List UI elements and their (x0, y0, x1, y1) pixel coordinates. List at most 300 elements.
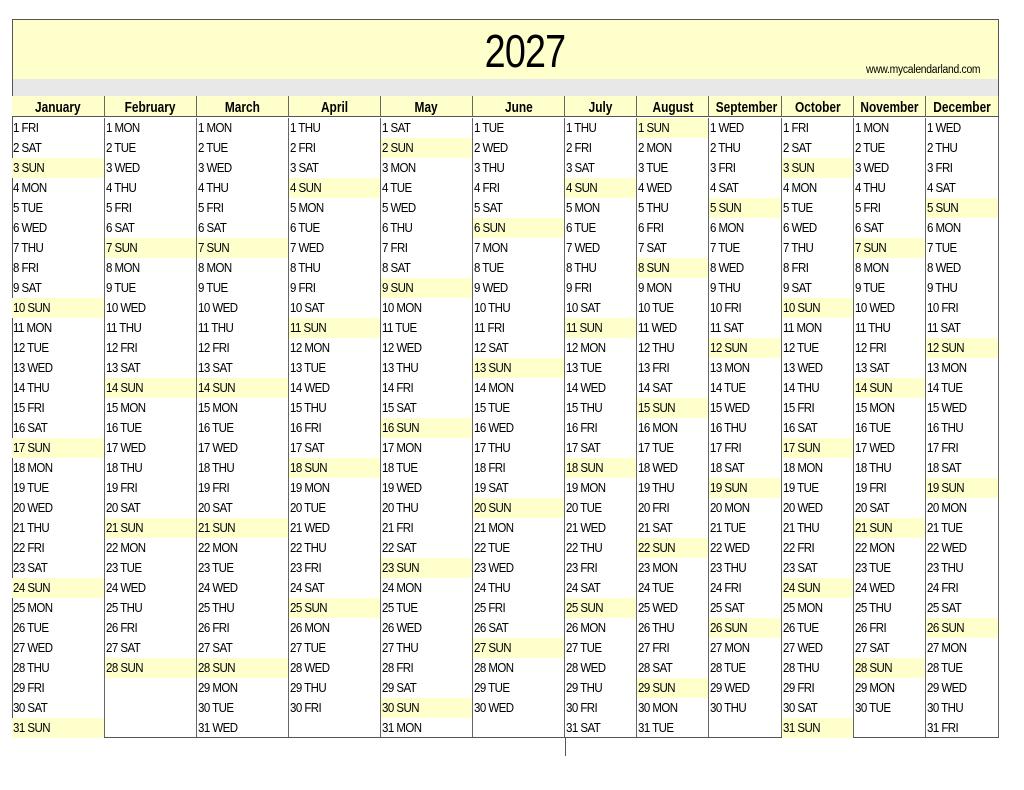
day-label: 10 TUE (638, 301, 674, 315)
day-label: 12 TUE (783, 341, 819, 355)
day-label: 7 MON (474, 241, 508, 255)
day-label: 31 TUE (638, 721, 674, 735)
day-cell (12, 578, 104, 598)
month-header-february (105, 96, 197, 117)
day-cell (105, 638, 196, 658)
day-label: 25 THU (855, 601, 892, 615)
day-label: 4 THU (106, 181, 137, 195)
day-cell (473, 398, 564, 418)
day-cell (782, 718, 853, 738)
day-label: 17 WED (198, 441, 238, 455)
day-cell (926, 698, 998, 718)
day-label: 26 SUN (710, 621, 747, 635)
day-cell (197, 258, 288, 278)
day-cell (381, 358, 472, 378)
day-label: 25 MON (13, 601, 53, 615)
day-cell (197, 538, 288, 558)
day-cell (381, 678, 472, 698)
day-cell (854, 398, 925, 418)
day-cell (637, 478, 708, 498)
day-label: 20 THU (382, 501, 419, 515)
day-label: 14 SUN (106, 381, 143, 395)
day-label: 5 SUN (710, 201, 742, 215)
day-cell (105, 258, 196, 278)
day-cell (926, 158, 998, 178)
day-cell (926, 438, 998, 458)
day-label: 6 SAT (855, 221, 884, 235)
day-cell (473, 358, 564, 378)
day-label: 4 SAT (927, 181, 956, 195)
day-label: 25 SUN (566, 601, 603, 615)
day-label: 13 SUN (474, 361, 511, 375)
day-cell (12, 358, 104, 378)
day-cell (782, 478, 853, 498)
day-cell (289, 558, 380, 578)
day-label: 10 THU (474, 301, 511, 315)
day-cell (854, 338, 925, 358)
month-name: August (652, 100, 693, 116)
day-cell (381, 278, 472, 298)
day-cell (289, 478, 380, 498)
day-cell (565, 418, 636, 438)
day-cell (854, 118, 925, 138)
day-cell (926, 678, 998, 698)
day-cell (637, 398, 708, 418)
day-label: 11 MON (13, 321, 52, 335)
month-column-july (565, 118, 637, 737)
day-cell (473, 498, 564, 518)
day-label: 27 TUE (566, 641, 602, 655)
day-cell (926, 718, 998, 738)
day-label: 8 WED (710, 261, 744, 275)
day-cell (105, 238, 196, 258)
day-label: 10 WED (106, 301, 146, 315)
day-label: 28 SAT (638, 661, 673, 675)
day-label: 20 SAT (855, 501, 890, 515)
day-cell (565, 538, 636, 558)
month-header-january (12, 96, 105, 117)
day-cell (637, 218, 708, 238)
day-label: 23 WED (474, 561, 514, 575)
day-label: 31 WED (198, 721, 238, 735)
day-cell (473, 538, 564, 558)
day-cell (709, 618, 781, 638)
day-cell (926, 358, 998, 378)
day-cell (782, 238, 853, 258)
day-cell (782, 198, 853, 218)
day-label: 14 WED (566, 381, 606, 395)
day-cell (782, 618, 853, 638)
day-cell (473, 198, 564, 218)
day-label: 4 THU (198, 181, 229, 195)
day-label: 4 THU (855, 181, 886, 195)
day-cell (105, 198, 196, 218)
day-cell (12, 278, 104, 298)
day-label: 26 TUE (783, 621, 819, 635)
day-label: 22 MON (106, 541, 146, 555)
day-cell (473, 598, 564, 618)
day-label: 4 MON (783, 181, 817, 195)
day-label: 12 WED (382, 341, 422, 355)
day-cell (473, 218, 564, 238)
day-label: 20 WED (783, 501, 823, 515)
day-cell (197, 278, 288, 298)
day-cell (637, 358, 708, 378)
day-cell (197, 338, 288, 358)
day-cell (381, 158, 472, 178)
day-cell (782, 698, 853, 718)
day-cell (709, 438, 781, 458)
day-cell (565, 278, 636, 298)
day-cell (289, 438, 380, 458)
day-cell (565, 698, 636, 718)
day-label: 12 FRI (198, 341, 230, 355)
day-label: 18 FRI (474, 461, 506, 475)
day-label: 27 SAT (106, 641, 141, 655)
day-cell (12, 338, 104, 358)
day-label: 8 FRI (783, 261, 809, 275)
day-cell (473, 338, 564, 358)
day-cell (709, 338, 781, 358)
day-label: 24 FRI (927, 581, 959, 595)
day-label: 14 TUE (710, 381, 746, 395)
day-label: 4 SAT (710, 181, 739, 195)
day-cell (289, 298, 380, 318)
day-label: 2 WED (474, 141, 508, 155)
day-label: 5 TUE (783, 201, 813, 215)
day-cell (381, 518, 472, 538)
day-label: 18 THU (106, 461, 143, 475)
day-cell (473, 258, 564, 278)
day-label: 23 FRI (566, 561, 598, 575)
day-label: 28 THU (13, 661, 50, 675)
day-cell (289, 278, 380, 298)
day-cell (709, 518, 781, 538)
day-cell (854, 418, 925, 438)
day-cell (854, 318, 925, 338)
day-label: 2 THU (710, 141, 741, 155)
day-label: 15 WED (927, 401, 967, 415)
day-label: 19 MON (290, 481, 330, 495)
day-cell (381, 478, 472, 498)
day-label: 5 MON (566, 201, 600, 215)
day-label: 27 SAT (855, 641, 890, 655)
day-label: 28 THU (783, 661, 820, 675)
day-cell (782, 158, 853, 178)
month-header-may (381, 96, 473, 117)
day-cell (105, 658, 196, 678)
day-cell (926, 338, 998, 358)
day-label: 9 TUE (855, 281, 885, 295)
day-cell (381, 218, 472, 238)
day-cell (197, 378, 288, 398)
day-cell (12, 518, 104, 538)
day-label: 21 SUN (855, 521, 892, 535)
day-label: 31 MON (382, 721, 422, 735)
day-cell (565, 518, 636, 538)
day-cell (782, 578, 853, 598)
day-label: 7 SAT (638, 241, 667, 255)
day-label: 18 WED (638, 461, 678, 475)
day-label: 23 SUN (382, 561, 419, 575)
month-name: January (35, 100, 81, 116)
day-cell (709, 558, 781, 578)
day-label: 6 MON (710, 221, 744, 235)
day-label: 29 THU (290, 681, 327, 695)
day-cell (197, 618, 288, 638)
day-label: 7 TUE (710, 241, 740, 255)
day-cell (289, 578, 380, 598)
day-label: 13 SAT (198, 361, 233, 375)
day-cell (854, 218, 925, 238)
divider-line (565, 737, 566, 756)
day-label: 10 FRI (710, 301, 742, 315)
day-cell (565, 338, 636, 358)
day-label: 18 MON (783, 461, 823, 475)
day-label: 27 MON (927, 641, 967, 655)
day-label: 13 FRI (638, 361, 670, 375)
day-cell (709, 598, 781, 618)
day-label: 7 WED (566, 241, 600, 255)
day-cell (854, 458, 925, 478)
day-cell (637, 638, 708, 658)
day-cell (709, 158, 781, 178)
day-cell (197, 558, 288, 578)
day-label: 31 FRI (927, 721, 959, 735)
day-label: 2 SAT (783, 141, 812, 155)
day-label: 23 FRI (290, 561, 322, 575)
day-cell (105, 418, 196, 438)
day-cell (709, 178, 781, 198)
day-cell (782, 318, 853, 338)
day-label: 18 THU (855, 461, 892, 475)
day-cell (381, 338, 472, 358)
day-label: 17 MON (382, 441, 422, 455)
day-cell (197, 478, 288, 498)
day-label: 2 THU (927, 141, 958, 155)
day-label: 3 WED (106, 161, 140, 175)
day-cell (381, 598, 472, 618)
day-cell (197, 598, 288, 618)
day-label: 17 WED (106, 441, 146, 455)
day-cell (709, 458, 781, 478)
day-cell (105, 438, 196, 458)
day-cell (12, 698, 104, 718)
day-cell (289, 198, 380, 218)
day-label: 6 TUE (566, 221, 596, 235)
day-label: 21 THU (783, 521, 820, 535)
day-label: 8 WED (927, 261, 961, 275)
day-label: 22 WED (710, 541, 750, 555)
day-label: 24 WED (106, 581, 146, 595)
day-cell (105, 498, 196, 518)
day-label: 6 MON (927, 221, 961, 235)
day-label: 2 TUE (106, 141, 136, 155)
day-label: 30 SAT (13, 701, 48, 715)
day-cell (105, 538, 196, 558)
day-cell (854, 598, 925, 618)
day-label: 20 SAT (198, 501, 233, 515)
day-cell (473, 298, 564, 318)
day-cell (197, 498, 288, 518)
day-cell (289, 398, 380, 418)
day-label: 1 TUE (474, 121, 504, 135)
day-label: 3 WED (198, 161, 232, 175)
day-cell (197, 238, 288, 258)
day-label: 26 SAT (474, 621, 509, 635)
day-cell (105, 558, 196, 578)
day-cell (854, 558, 925, 578)
day-label: 30 TUE (855, 701, 891, 715)
day-cell (12, 198, 104, 218)
day-cell (381, 138, 472, 158)
day-cell (473, 178, 564, 198)
day-label: 14 SUN (198, 381, 235, 395)
day-label: 26 TUE (13, 621, 49, 635)
day-label: 29 TUE (474, 681, 510, 695)
day-cell (782, 338, 853, 358)
day-cell (854, 358, 925, 378)
day-label: 18 SAT (927, 461, 962, 475)
day-label: 29 WED (710, 681, 750, 695)
day-cell (381, 238, 472, 258)
day-label: 18 SUN (566, 461, 603, 475)
day-label: 22 THU (566, 541, 603, 555)
month-header-october (782, 96, 854, 117)
day-label: 22 SAT (382, 541, 417, 555)
day-cell (12, 598, 104, 618)
day-cell (289, 138, 380, 158)
day-label: 20 TUE (290, 501, 326, 515)
day-cell (709, 398, 781, 418)
day-label: 30 FRI (566, 701, 598, 715)
day-label: 12 THU (638, 341, 675, 355)
day-label: 28 SUN (106, 661, 143, 675)
day-label: 19 SUN (927, 481, 964, 495)
day-cell (381, 438, 472, 458)
day-cell (926, 138, 998, 158)
day-cell (12, 158, 104, 178)
day-label: 17 SUN (783, 441, 820, 455)
day-cell (926, 258, 998, 278)
day-label: 21 TUE (710, 521, 746, 535)
day-label: 11 THU (106, 321, 142, 335)
day-cell (854, 158, 925, 178)
day-cell (289, 178, 380, 198)
day-cell (854, 658, 925, 678)
day-cell (637, 118, 708, 138)
day-cell (637, 198, 708, 218)
day-label: 30 THU (710, 701, 747, 715)
day-label: 16 SAT (783, 421, 818, 435)
day-cell (637, 158, 708, 178)
day-label: 28 TUE (927, 661, 963, 675)
day-label: 11 THU (198, 321, 234, 335)
day-cell (289, 418, 380, 438)
month-column-august (637, 118, 709, 737)
day-label: 16 TUE (106, 421, 142, 435)
day-label: 27 FRI (638, 641, 670, 655)
day-label: 28 FRI (382, 661, 414, 675)
day-cell (473, 418, 564, 438)
day-cell (105, 138, 196, 158)
month-name: July (588, 100, 613, 116)
day-label: 10 WED (855, 301, 895, 315)
day-label: 9 FRI (566, 281, 592, 295)
day-cell (709, 538, 781, 558)
day-label: 15 SUN (638, 401, 675, 415)
day-label: 26 MON (290, 621, 330, 635)
day-cell (381, 398, 472, 418)
day-cell (782, 598, 853, 618)
day-cell (473, 138, 564, 158)
day-cell (782, 178, 853, 198)
day-cell (12, 478, 104, 498)
day-cell (565, 318, 636, 338)
day-label: 6 THU (382, 221, 413, 235)
day-cell (709, 638, 781, 658)
day-label: 28 WED (290, 661, 330, 675)
day-cell (782, 638, 853, 658)
day-label: 16 FRI (566, 421, 598, 435)
day-cell (473, 478, 564, 498)
day-cell (782, 278, 853, 298)
year-title: 2027 (484, 25, 566, 77)
day-label: 21 THU (13, 521, 50, 535)
month-header-april (289, 96, 381, 117)
day-cell (381, 258, 472, 278)
day-cell (637, 558, 708, 578)
day-cell (289, 638, 380, 658)
day-label: 18 THU (198, 461, 235, 475)
day-cell (289, 318, 380, 338)
day-cell (105, 338, 196, 358)
day-label: 15 WED (710, 401, 750, 415)
day-label: 10 SAT (290, 301, 325, 315)
day-cell (473, 378, 564, 398)
day-cell (105, 378, 196, 398)
day-cell (565, 678, 636, 698)
day-label: 26 FRI (106, 621, 138, 635)
month-column-february (105, 118, 197, 737)
day-cell (637, 378, 708, 398)
day-label: 10 SUN (13, 301, 50, 315)
day-label: 12 MON (566, 341, 606, 355)
day-label: 25 FRI (474, 601, 506, 615)
day-cell (709, 478, 781, 498)
day-cell (565, 238, 636, 258)
day-label: 12 FRI (106, 341, 138, 355)
day-label: 17 TUE (638, 441, 674, 455)
month-column-september (709, 118, 782, 737)
day-label: 22 TUE (474, 541, 510, 555)
day-cell (565, 118, 636, 138)
day-label: 25 WED (638, 601, 678, 615)
day-label: 17 THU (474, 441, 511, 455)
day-cell (473, 318, 564, 338)
day-cell (782, 518, 853, 538)
day-label: 29 THU (566, 681, 603, 695)
day-cell (12, 238, 104, 258)
day-cell (289, 518, 380, 538)
day-cell (289, 598, 380, 618)
month-header-march (197, 96, 289, 117)
day-cell (197, 198, 288, 218)
day-cell (12, 418, 104, 438)
day-cell (289, 658, 380, 678)
day-cell (854, 258, 925, 278)
day-label: 22 THU (290, 541, 327, 555)
